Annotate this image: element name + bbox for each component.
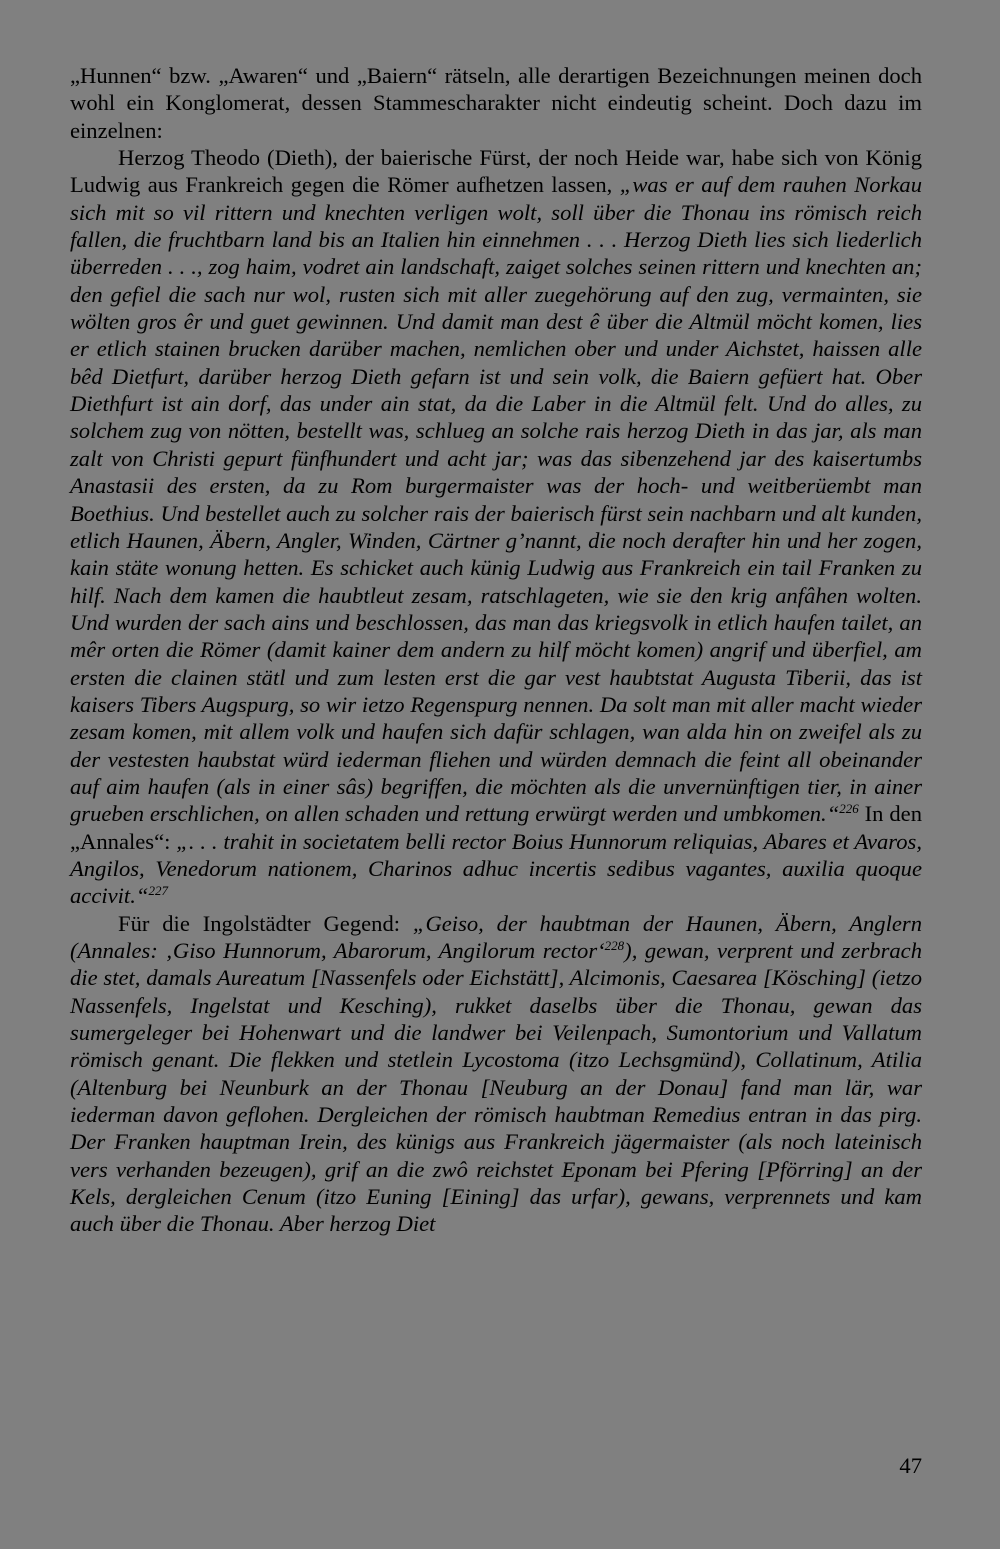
text-run: Für die Ingolstädter Gegend: bbox=[118, 910, 413, 936]
footnote-ref: 226 bbox=[839, 801, 859, 817]
text-run: Herzog Theodo (Dieth), der baierische Fürst, der noch Heide war, habe sich von König Ludwig aus Frankreich gegen die Römer aufhetzen lassen, bbox=[70, 145, 922, 198]
quoted-text: ), gewan, verprent und zerbrach die stet, damals Aureatum [Nassenfels oder Eichstätt], Alcimonis, Caesarea [Kösching] (ietzo Nassenfels, Ingelstat und Kesching), rukket daselbs über die Thonau, gewan das sumergeleger bei Hohenwart und die landwer bei Veilenpach, Sumontorium und Vallatum römisch genant. Die flekken und stetlein Lycostoma (itzo Lechsgmünd), Collatinum, Atilia (Altenburg bei Neunburk an der Thonau [Neuburg an der Donau] fand man lär, war iederman davon geflohen. Dergleichen der römisch haubtman Remedius entran in das pirg. Der Franken hauptman Irein, des künigs aus Frankreich jägermaister (als noch lateinisch vers verhanden bezeugen), grif an die zwô reichstet Eponam bei Pfering [Pförring] an der Kels, dergleichen Cenum (itzo Euning [Eining] das urfar), gewans, verprennets und kam auch über die Thonau. Aber herzog Diet bbox=[70, 938, 922, 1237]
paragraph-3 bbox=[70, 910, 922, 1238]
quoted-text: „. . . trahit in societatem belli rector Boius Hunnorum reliquias, Abares et Avaros, Angilos, Venedorum nationem, Charinos adhuc incertis sedibus vagantes, auxilia quoque accivit.“ bbox=[70, 828, 922, 909]
footnote-ref: 227 bbox=[148, 883, 168, 899]
quoted-text: „was er auf dem rauhen Norkau sich mit so vil rittern und knechten verligen wolt, soll über die Thonau ins römisch reich fallen, die fruchtbarn land bis an Italien hin einnehmen . . . Herzog Dieth lies sich liederlich überreden . . ., zog haim, vodret ain landschaft, zaiget solches seinen rittern und knechten an; den gefiel die sach nur wol, rusten sich mit aller zuegehörung auf den zug, vermainten, sie wölten gros êr und guet gewinnen. Und damit man dest ê über die Altmül möcht komen, lies er etlich stainen brucken darüber machen, nemlichen ober und under Aichstet, haissen alle bêd Dietfurt, darüber herzog Dieth gefarn ist und sein volk, die Baiern gefüert hat. Ober Diethfurt ist ain dorf, das under ain stat, da die Laber in die Altmül felt. Und do alles, zu solchem zug von nötten, bestellt was, schlueg an solche rais herzog Dieth in das jar, als man zalt von Christi gepurt fünfhundert und acht jar; was das sibenzehend jar des kaisertumbs Anastasii des ersten, da zu Rom burgermaister was der hoch- und weitberüembt man Boethius. Und bestellet auch zu solcher rais der baierisch fürst sein nachbarn und alt kunden, etlich Haunen, Äbern, Angler, Winden, Cärtner g’nannt, die noch derafter hin und her zogen, kain stäte wonung hetten. Es schicket auch künig Ludwig aus Frankreich ein tail Franken zu hilf. Nach dem kamen die haubtleut zesam, ratschlageten, wie sie den krig anfâhen wolten. Und wurden der sach ains und beschlossen, das man das kriegsvolk in etlich haufen tailet, an mêr orten die Römer (damit kainer dem andern zu hilf möcht komen) angrif und überfiel, am ersten die clainen stätl und zum lesten erst die gar vest haubtstat Augusta Tiberii, das ist kaisers Tibers Augspurg, so wir ietzo Regenspurg nennen. Da solt man mit aller macht wieder zesam komen, mit allem volk und haufen sich dafür schlagen, wan alda hin on zweifel als zu der vestesten haubstat würd iederman fliehen und würden demnach die feint all obeinander auf aim haufen (als in einer sâs) begriffen, die möchten als die unvernünftigen tier, in ainer grueben erschlichen, on allen schaden und rettung erwürgt werden und umbkomen.“ bbox=[70, 172, 922, 827]
text-run: „Hunnen“ bzw. „Awaren“ und „Baiern“ rätseln, alle derartigen Bezeichnungen meinen doch wohl ein Konglomerat, dessen Stammescharakter nicht eindeutig scheint. Doch dazu im einzelnen: bbox=[70, 63, 922, 143]
paragraph-1 bbox=[70, 62, 922, 144]
text-run: In den „Annales“: bbox=[70, 801, 922, 854]
page-number: 47 bbox=[899, 1453, 922, 1478]
body-text bbox=[70, 62, 922, 1238]
quoted-text: „Geiso, der haubtman der Haunen, Äbern, Anglern (Annales: ‚Giso Hunnorum, Abarorum, Angilorum rector‘ bbox=[70, 910, 922, 963]
footnote-ref: 228 bbox=[604, 938, 625, 953]
paragraph-2 bbox=[70, 144, 922, 910]
